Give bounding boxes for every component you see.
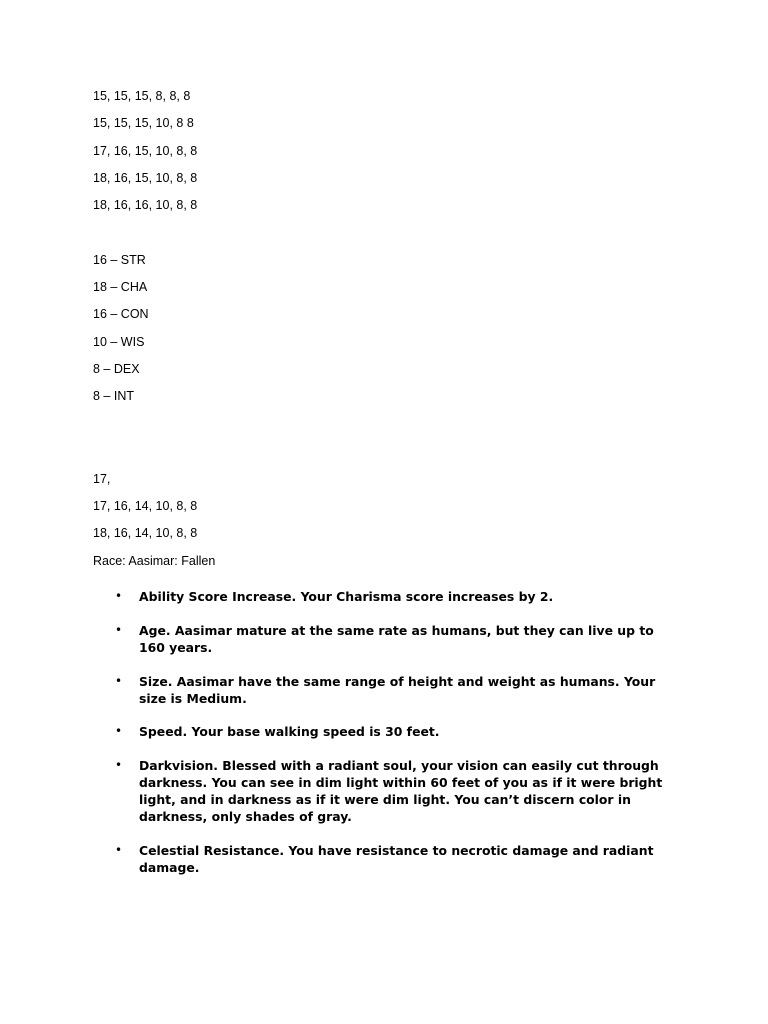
ability-assignment-wis: 10 – WIS — [93, 335, 145, 349]
bullet-icon: • — [115, 758, 123, 772]
bullet-icon: • — [115, 623, 123, 637]
ability-assignment-cha: 18 – CHA — [93, 280, 148, 294]
trait-age — [115, 622, 675, 656]
bullet-icon: • — [115, 724, 123, 738]
trait-text: Size. Aasimar have the same range of height and weight as humans. Your size is Medium. — [139, 674, 656, 706]
bullet-icon: • — [115, 674, 123, 688]
trait-speed — [115, 723, 675, 740]
score-set-line: 18, 16, 15, 10, 8, 8 — [93, 171, 198, 185]
score-set-line: 17, — [93, 472, 111, 486]
score-set-line: 18, 16, 14, 10, 8, 8 — [93, 526, 198, 540]
ability-assignment-str: 16 – STR — [93, 253, 146, 267]
ability-assignment-int: 8 – INT — [93, 389, 134, 403]
race-line: Race: Aasimar: Fallen — [93, 554, 216, 568]
trait-celestial-resistance — [115, 842, 675, 876]
trait-text: Age. Aasimar mature at the same rate as humans, but they can live up to 160 years. — [139, 623, 654, 655]
bullet-icon: • — [115, 589, 123, 603]
score-set-line: 18, 16, 16, 10, 8, 8 — [93, 198, 198, 212]
trait-darkvision — [115, 757, 675, 825]
ability-assignment-dex: 8 – DEX — [93, 362, 140, 376]
trait-ability-score-increase — [115, 588, 675, 605]
score-set-line: 17, 16, 14, 10, 8, 8 — [93, 499, 198, 513]
trait-text: Celestial Resistance. You have resistance to necrotic damage and radiant damage. — [139, 843, 654, 875]
bullet-icon: • — [115, 843, 123, 857]
score-set-line: 17, 16, 15, 10, 8, 8 — [93, 144, 198, 158]
trait-size — [115, 673, 675, 707]
score-set-line: 15, 15, 15, 8, 8, 8 — [93, 89, 191, 103]
trait-text: Ability Score Increase. Your Charisma score increases by 2. — [139, 589, 554, 604]
ability-assignment-con: 16 – CON — [93, 307, 149, 321]
trait-text: Speed. Your base walking speed is 30 feet. — [139, 724, 440, 739]
trait-text: Darkvision. Blessed with a radiant soul, your vision can easily cut through darkness. You can see in dim light within 60 feet of you as if it were bright light, and in darkness as if it were dim light. You can’t discern color in darkness, only shades of gray. — [139, 758, 663, 824]
score-set-line: 15, 15, 15, 10, 8 8 — [93, 116, 194, 130]
